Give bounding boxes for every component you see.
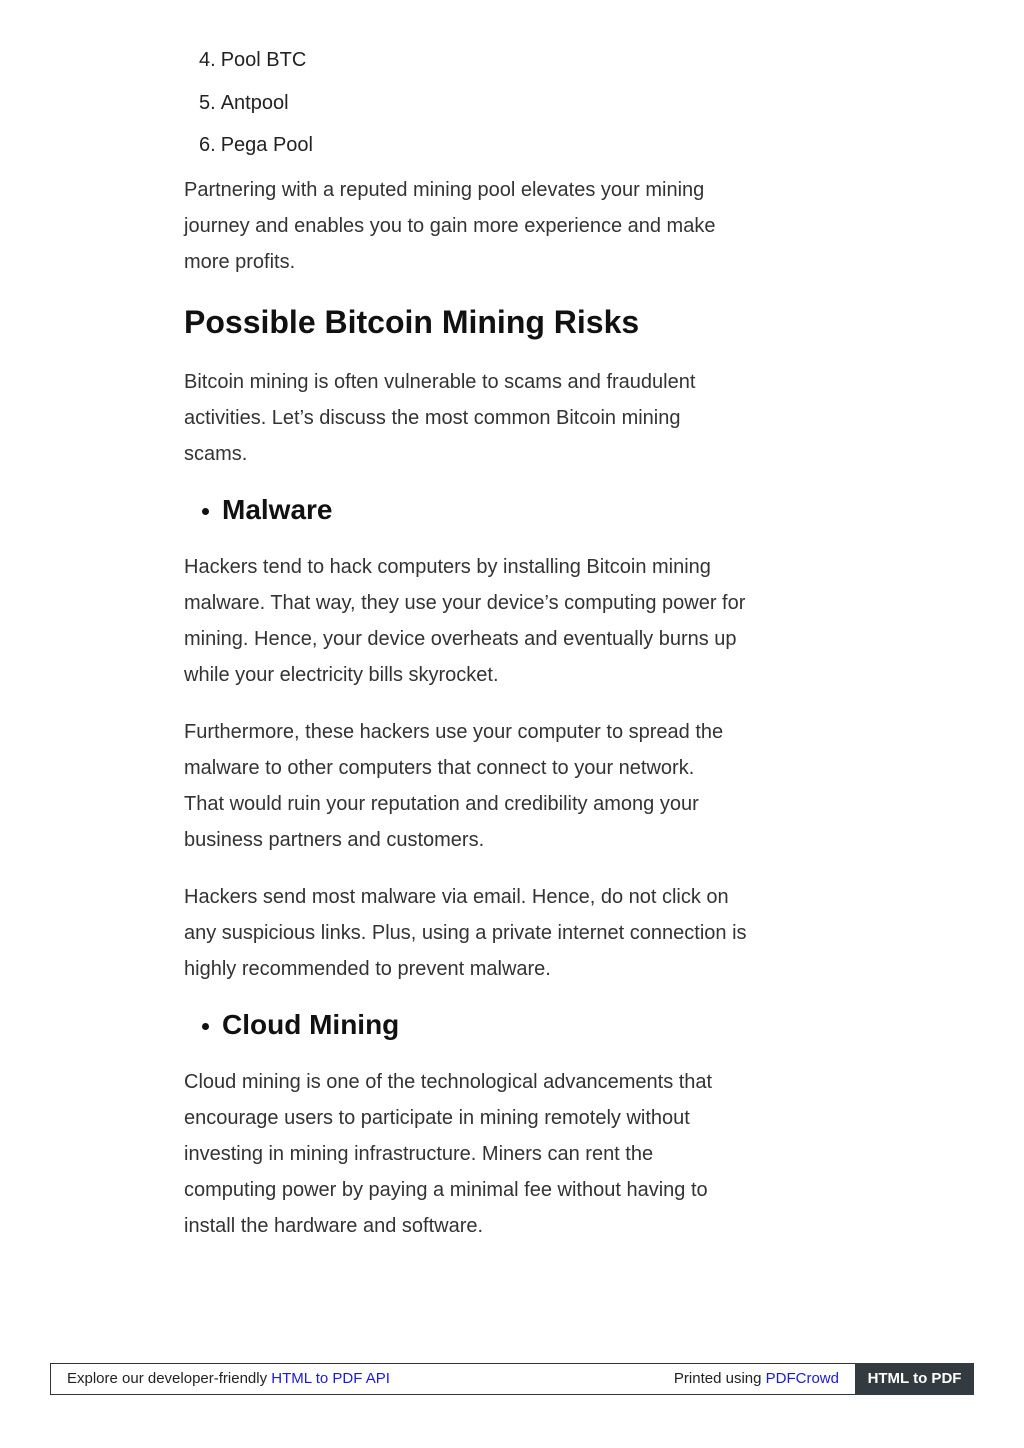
pdfcrowd-link[interactable]: PDFCrowd (765, 1370, 839, 1387)
list-item: 4. Pool BTC (199, 49, 307, 71)
cloud-mining-paragraph: Cloud mining is one of the technological advancements that encourage users to participate in mining remotely without investing in mining infrastructure. Miners can rent the computing power by paying a minimal fee without having to install the hardware and software. (184, 1070, 713, 1237)
pdf-footer-bar (50, 1363, 974, 1395)
cloud-mining-heading: Cloud Mining (184, 1007, 844, 1043)
section-title: Possible Bitcoin Mining Risks (184, 303, 640, 340)
malware-heading: Malware (184, 492, 844, 528)
html-to-pdf-badge[interactable]: HTML to PDF (855, 1363, 974, 1395)
bullet-icon (202, 508, 209, 515)
footer-printed: Printed using PDFCrowd (673, 1370, 839, 1387)
html-to-pdf-api-link[interactable]: HTML to PDF API (271, 1370, 390, 1387)
bullet-icon (202, 1023, 209, 1030)
intro-paragraph: Partnering with a reputed mining pool elevates your mining journey and enables you to gain more experience and make more profits. (184, 178, 716, 273)
malware-paragraph: Hackers send most malware via email. Hence, do not click on any suspicious links. Plus, using a private internet connection is highly recommended to prevent malware. (184, 885, 747, 980)
malware-paragraph: Furthermore, these hackers use your computer to spread the malware to other computers that connect to your network. That would ruin your reputation and credibility among your business partners and customers. (184, 720, 724, 851)
list-item: 6. Pega Pool (199, 134, 313, 156)
mining-pool-list (184, 48, 844, 157)
malware-paragraph: Hackers tend to hack computers by installing Bitcoin mining malware. That way, they use your device’s computing power for mining. Hence, your device overheats and eventually burns up while your electricity bills skyrocket. (184, 555, 746, 686)
section-intro-paragraph: Bitcoin mining is often vulnerable to scams and fraudulent activities. Let’s discuss the most common Bitcoin mining scams. (184, 370, 696, 465)
footer-explore: Explore our developer-friendly HTML to PDF API (67, 1370, 390, 1387)
article-content (184, 48, 844, 1244)
list-item: 5. Antpool (199, 91, 289, 114)
